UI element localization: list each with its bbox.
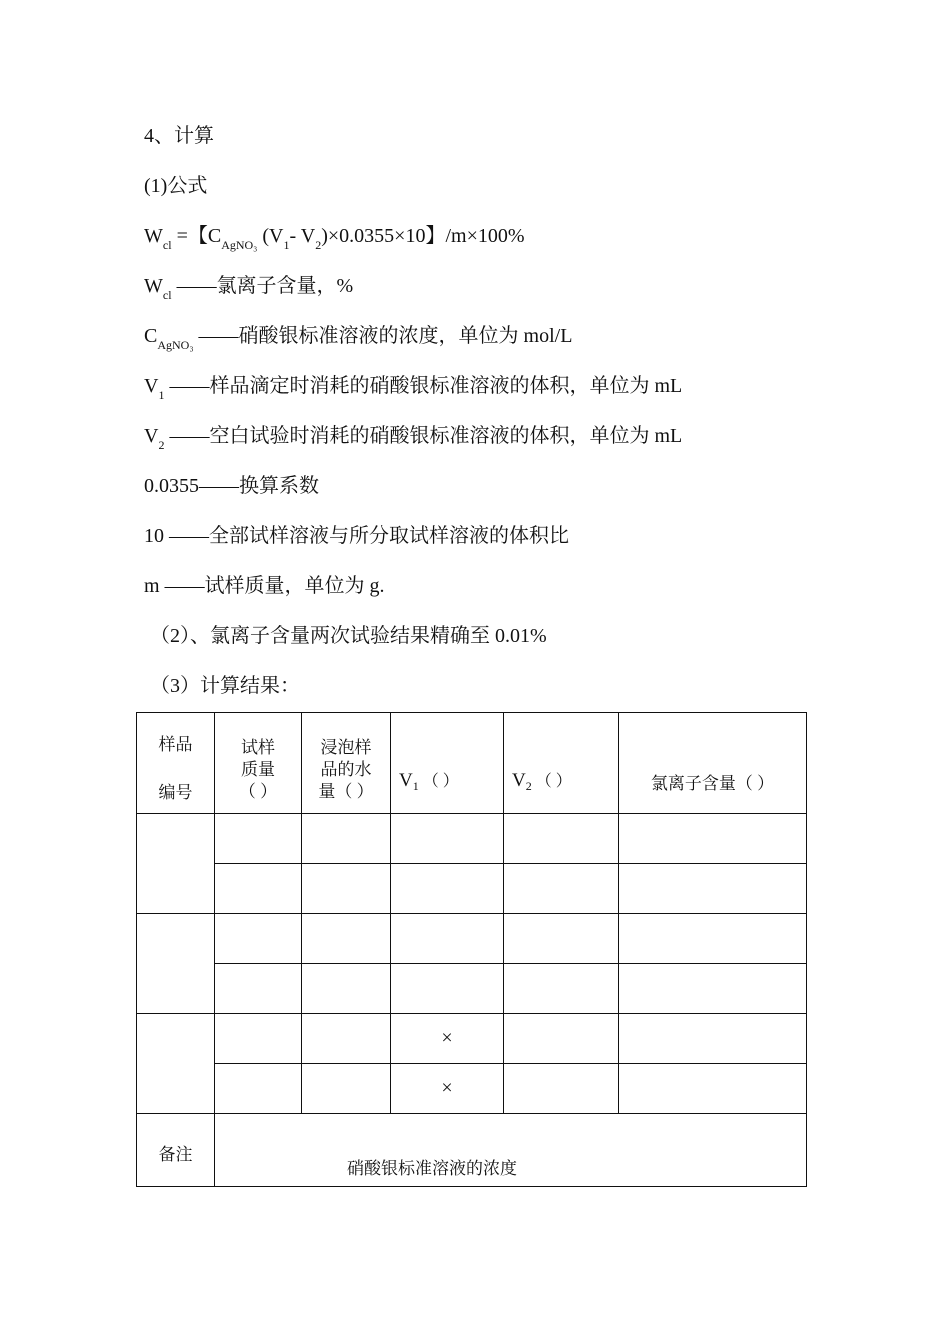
def-symbol: V <box>144 425 159 447</box>
header-sample-mass <box>215 713 302 814</box>
definition-v2 <box>144 424 682 450</box>
header-v2 <box>504 713 619 814</box>
sample-number-cell[interactable] <box>137 1014 215 1114</box>
v1-cell-crossed <box>391 1064 504 1114</box>
def-symbol: 0.0355 <box>144 475 199 497</box>
def-symbol: V <box>144 375 159 397</box>
header-water-amount <box>302 713 391 814</box>
def-text: ——全部试样溶液与所分取试样溶液的体积比 <box>164 525 569 547</box>
cross-mark: × <box>441 1027 453 1049</box>
def-symbol: 10 <box>144 525 164 547</box>
header-sample-line1: 样品 <box>158 735 193 754</box>
definition-c-agno3 <box>144 324 572 350</box>
mass-cell[interactable] <box>215 864 302 914</box>
formula-part3: )×0.0355×10】/m×100% <box>321 225 525 247</box>
header-v2-unit: （ ） <box>535 773 572 790</box>
note-label: 备注 <box>158 1145 193 1164</box>
header-v1 <box>391 713 504 814</box>
note-label-cell <box>137 1114 215 1187</box>
v2-cell[interactable] <box>504 1064 619 1114</box>
v2-cell[interactable] <box>504 1014 619 1064</box>
mass-cell[interactable] <box>215 914 302 964</box>
def-symbol-sub: 2 <box>158 438 165 452</box>
def-text: ——试样质量，单位为 g. <box>159 575 385 597</box>
formula-w: W <box>144 225 163 247</box>
note-text: 硝酸银标准溶液的浓度 <box>347 1159 517 1178</box>
table-row <box>137 1064 807 1114</box>
chloride-cell[interactable] <box>619 814 807 864</box>
def-symbol: C <box>144 325 158 347</box>
header-mass-line1: 试样 <box>241 738 275 757</box>
note-row <box>137 1114 807 1187</box>
header-v1-symbol: V <box>399 770 413 791</box>
v1-cell-crossed <box>391 1014 504 1064</box>
v2-cell[interactable] <box>504 814 619 864</box>
formula-part1: (V <box>257 225 284 247</box>
chloride-cell[interactable] <box>619 1064 807 1114</box>
v1-cell[interactable] <box>391 814 504 864</box>
formula-heading: (1)公式 <box>144 175 208 197</box>
mass-cell[interactable] <box>215 814 302 864</box>
water-cell[interactable] <box>302 1014 391 1064</box>
def-symbol: W <box>144 275 163 297</box>
header-water-line2: 品的水 <box>320 760 372 779</box>
formula-part2: - V <box>289 225 316 247</box>
v1-cell[interactable] <box>391 864 504 914</box>
v2-cell[interactable] <box>504 914 619 964</box>
definition-mass <box>144 574 385 598</box>
def-symbol-sub: AgNO₃ <box>157 338 194 352</box>
header-v2-symbol: V <box>512 770 526 791</box>
header-v1-unit: （ ） <box>422 773 459 790</box>
definition-ratio <box>144 524 569 548</box>
chloride-cell[interactable] <box>619 914 807 964</box>
result-heading: （3）计算结果： <box>150 675 300 697</box>
v1-cell[interactable] <box>391 964 504 1014</box>
table-row <box>137 864 807 914</box>
mass-cell[interactable] <box>215 964 302 1014</box>
water-cell[interactable] <box>302 864 391 914</box>
formula-w-sub: cl <box>162 238 172 252</box>
water-cell[interactable] <box>302 814 391 864</box>
chloride-cell[interactable] <box>619 964 807 1014</box>
formula-v2-sub: 2 <box>315 238 322 252</box>
sample-number-cell[interactable] <box>137 814 215 914</box>
formula-v1-sub: 1 <box>283 238 290 252</box>
def-symbol-sub: 1 <box>158 388 165 402</box>
header-chloride-content <box>619 713 807 814</box>
def-symbol-sub: cl <box>162 288 172 302</box>
header-water-line1: 浸泡样 <box>320 738 372 757</box>
def-text: ——换算系数 <box>199 475 319 497</box>
water-cell[interactable] <box>302 914 391 964</box>
header-sample-line2: 编号 <box>158 783 193 802</box>
definition-w-cl <box>144 274 353 300</box>
header-mass-line3: （ ） <box>238 782 278 801</box>
table-header-row <box>137 713 807 814</box>
def-symbol: m <box>144 575 160 597</box>
chloride-cell[interactable] <box>619 864 807 914</box>
header-sample-number <box>137 713 215 814</box>
mass-cell[interactable] <box>215 1014 302 1064</box>
definition-factor <box>144 474 319 498</box>
cross-mark: × <box>441 1077 453 1099</box>
chloride-cell[interactable] <box>619 1014 807 1064</box>
definition-v1 <box>144 374 682 400</box>
header-chloride-label: 氯离子含量（ ） <box>650 774 775 793</box>
v1-cell[interactable] <box>391 914 504 964</box>
mass-cell[interactable] <box>215 1064 302 1114</box>
table-row <box>137 914 807 964</box>
result-table <box>136 712 807 1187</box>
header-v1-sub: 1 <box>412 779 419 793</box>
formula-line <box>144 224 525 250</box>
water-cell[interactable] <box>302 1064 391 1114</box>
def-text: ——空白试验时消耗的硝酸银标准溶液的体积，单位为 mL <box>164 425 683 447</box>
formula-eq-open: =【C <box>171 225 222 247</box>
v2-cell[interactable] <box>504 864 619 914</box>
table-row <box>137 964 807 1014</box>
def-text: ——硝酸银标准溶液的浓度，单位为 mol/L <box>193 325 573 347</box>
water-cell[interactable] <box>302 964 391 1014</box>
table-row <box>137 1014 807 1064</box>
def-text: ——样品滴定时消耗的硝酸银标准溶液的体积，单位为 mL <box>164 375 683 397</box>
precision-note: （2）、氯离子含量两次试验结果精确至 0.01% <box>150 625 547 647</box>
formula-c-sub: AgNO₃ <box>221 238 258 252</box>
def-text: ——氯离子含量，% <box>171 275 354 297</box>
header-water-line3: 量（ ） <box>318 782 374 801</box>
header-v2-sub: 2 <box>525 779 532 793</box>
table-row <box>137 814 807 864</box>
header-mass-line2: 质量 <box>241 760 275 779</box>
note-body-cell[interactable] <box>215 1114 807 1187</box>
sample-number-cell[interactable] <box>137 914 215 1014</box>
v2-cell[interactable] <box>504 964 619 1014</box>
section-title: 4、计算 <box>144 125 214 147</box>
